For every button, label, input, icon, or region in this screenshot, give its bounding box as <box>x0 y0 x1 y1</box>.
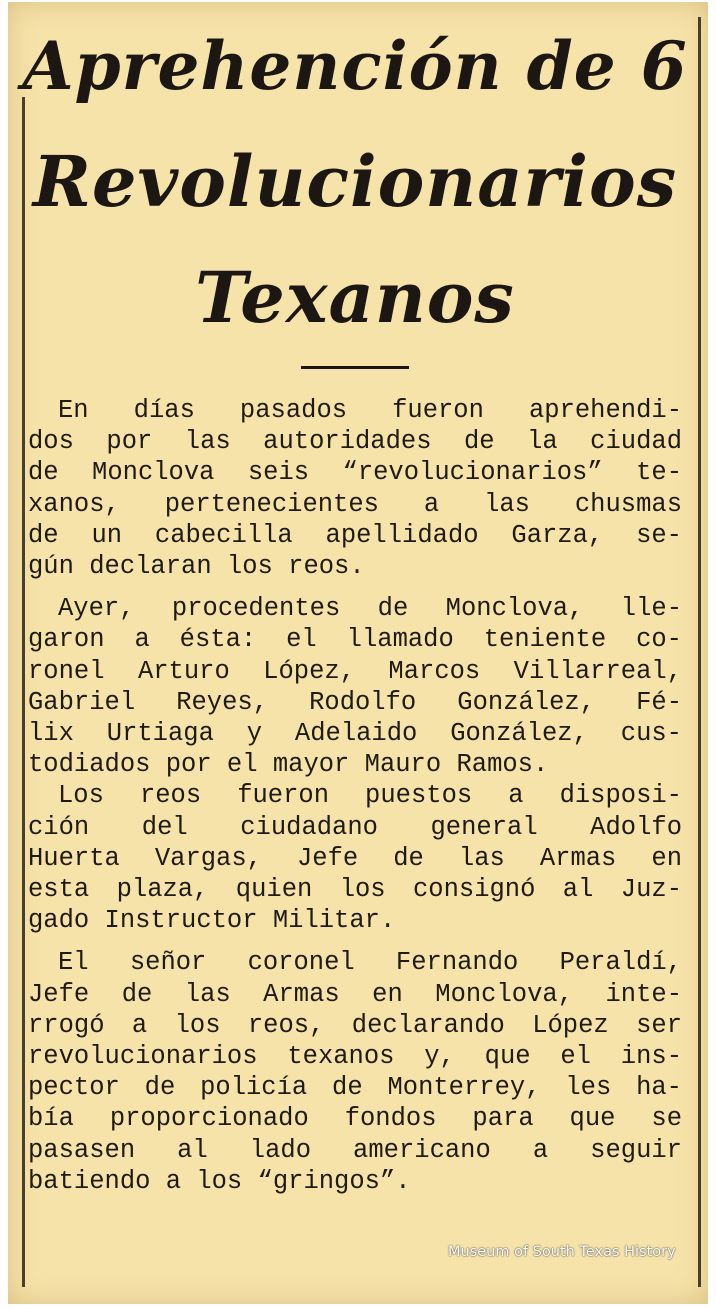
text-line: batiendo a los “gringos”. <box>28 1166 411 1196</box>
headline <box>20 8 690 356</box>
text-line: Los reos fueron puestos a disposi- <box>58 781 682 811</box>
text-line: lix Urtiaga y Adelaido González, cus- <box>28 719 682 749</box>
text-line: ronel Arturo López, Marcos Villarreal, <box>28 656 682 686</box>
text-line: Ayer, procedentes de Monclova, lle- <box>58 594 682 624</box>
text-line: garon a ésta: el llamado teniente co- <box>28 625 682 655</box>
column-rule-right <box>698 17 701 1287</box>
text-line: xanos, pertenecientes a las chusmas <box>28 489 682 519</box>
text-line: Gabriel Reyes, Rodolfo González, Fé- <box>28 687 682 717</box>
text-line: pasasen al lado americano a seguir <box>28 1135 682 1165</box>
paragraph <box>28 395 682 582</box>
paragraph <box>28 780 682 936</box>
headline-divider <box>301 366 409 369</box>
text-line: de Monclova seis “revolucionarios” te- <box>28 458 682 488</box>
text-line: esta plaza, quien los consignó al Juz- <box>28 875 682 905</box>
text-line: ción del ciudadano general Adolfo <box>28 812 682 842</box>
paragraph <box>28 593 682 780</box>
article-body <box>28 395 682 1197</box>
text-line: de un cabecilla apellidado Garza, se- <box>28 520 682 550</box>
text-line: revolucionarios texanos y, que el ins- <box>28 1042 682 1072</box>
museum-watermark: Museum of South Texas History <box>448 1244 676 1260</box>
text-line: Huerta Vargas, Jefe de las Armas en <box>28 843 682 873</box>
headline-line: Revolucionarios <box>32 140 678 223</box>
headline-line: Texanos <box>195 256 515 339</box>
text-line: El señor coronel Fernando Peraldí, <box>58 948 682 978</box>
text-line: bía proporcionado fondos para que se <box>28 1104 682 1134</box>
text-line: gún declaran los reos. <box>28 552 365 582</box>
text-line: pector de policía de Monterrey, les ha- <box>28 1073 682 1103</box>
text-line: gado Instructor Militar. <box>28 906 396 936</box>
headline-line: Aprehención de 6 <box>22 27 688 105</box>
text-line: dos por las autoridades de la ciudad <box>28 427 682 457</box>
text-line: En días pasados fueron aprehendi- <box>58 396 682 425</box>
text-line: Jefe de las Armas en Monclova, inte- <box>28 979 682 1009</box>
text-line: rrogó a los reos, declarando López ser <box>28 1010 682 1040</box>
paragraph <box>28 947 682 1197</box>
text-line: todiados por el mayor Mauro Ramos. <box>28 750 549 780</box>
